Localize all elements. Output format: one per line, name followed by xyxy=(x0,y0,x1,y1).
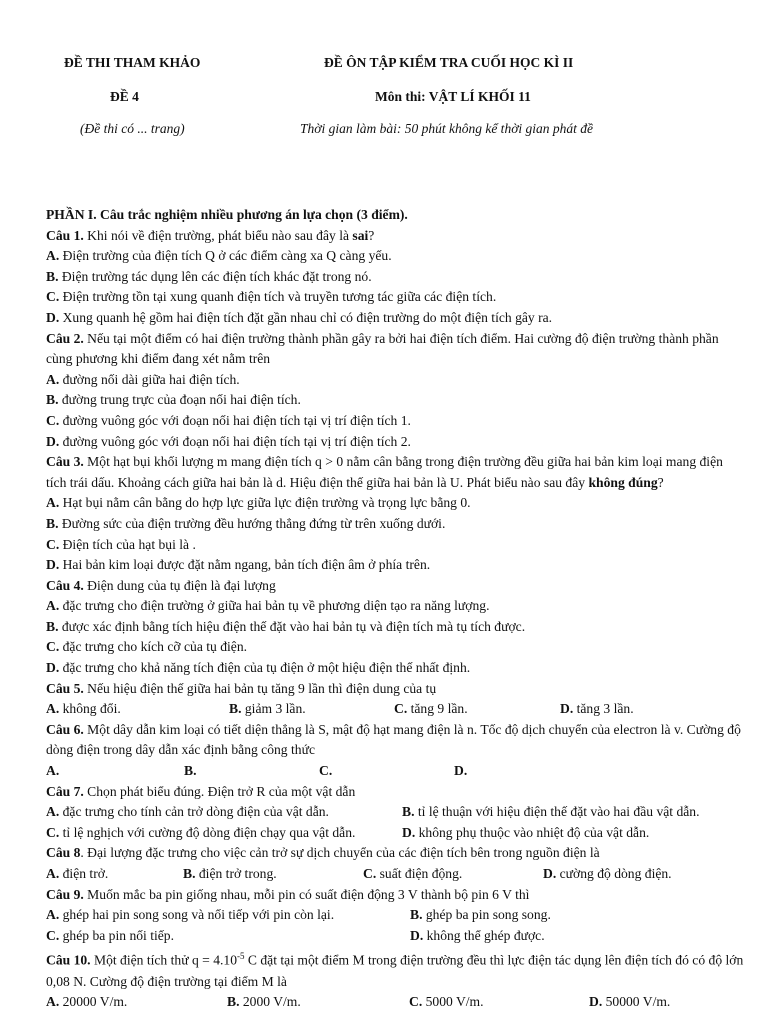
options-row xyxy=(46,699,746,720)
option-d xyxy=(402,823,649,844)
exam-title: ĐỀ ÔN TẬP KIỂM TRA CUỐI HỌC KÌ II xyxy=(324,55,574,70)
option-b xyxy=(410,905,551,926)
option-key: C. xyxy=(409,994,423,1010)
option-text: Điện trường của điện tích Q ở các điểm càng xa Q càng yếu. xyxy=(59,248,392,264)
option-text: đặc trưng cho kích cỡ của tụ điện. xyxy=(59,639,248,655)
option-text: đường nối dài giữa hai điện tích. xyxy=(59,371,240,387)
question-3 xyxy=(46,452,746,493)
question-stem: Một dây dẫn kim loại có tiết diện thẳng là S, mật độ hạt mang điện là n. Tốc độ dịch chuyển của electron là v. Cường độ dòng điện trong dây dẫn xác định bằng công thức xyxy=(46,721,741,758)
option-text: điện trở trong. xyxy=(195,866,277,881)
option-key: A. xyxy=(46,248,60,264)
question-6 xyxy=(46,720,746,761)
option-key: D. xyxy=(410,927,424,943)
question-stem: Nếu tại một điểm có hai điện trường thành phần gây ra bởi hai điện tích điểm. Hai cường độ điện trường thành phần cùng phương khi điểm đang xét nằm trên xyxy=(46,330,719,367)
option-key: A. xyxy=(46,371,60,387)
option-d xyxy=(454,761,467,782)
question-label: Câu 9. xyxy=(46,886,84,902)
option-text: không phụ thuộc vào nhiệt độ của vật dẫn. xyxy=(415,824,650,840)
option-a xyxy=(46,802,402,823)
option-text: ghép hai pin song song và nối tiếp với pin còn lại. xyxy=(59,907,335,923)
option-d xyxy=(560,699,634,720)
option-a xyxy=(46,761,184,782)
option-key: C. xyxy=(46,824,60,840)
options-row xyxy=(46,926,746,947)
options-row xyxy=(46,761,746,782)
option-key: C. xyxy=(363,866,377,881)
option-d xyxy=(46,308,746,329)
option-key: B. xyxy=(184,763,197,779)
option-text: đặc trưng cho điện trường ở giữa hai bản tụ về phương diện tạo ra năng lượng. xyxy=(59,598,490,614)
option-a xyxy=(46,493,746,514)
option-key: A. xyxy=(46,495,60,511)
option-text: đặc trưng cho khả năng tích điện của tụ điện ở một hiệu điện thế nhất định. xyxy=(59,660,471,676)
question-stem: Khi nói về điện trường, phát biểu nào sau đây là xyxy=(83,227,353,243)
question-5 xyxy=(46,679,746,700)
option-key: C. xyxy=(46,927,60,943)
question-stem: Chọn phát biểu đúng. Điện trở R của một vật dẫn xyxy=(83,783,356,799)
option-key: B. xyxy=(46,515,59,531)
option-c xyxy=(409,992,589,1013)
option-d xyxy=(46,658,746,679)
option-text: ghép ba pin nối tiếp. xyxy=(59,927,174,943)
option-key: A. xyxy=(46,804,60,820)
option-text: Điện tích của hạt bụi là . xyxy=(59,536,196,552)
option-key: D. xyxy=(454,763,468,779)
option-d xyxy=(46,432,746,453)
question-label: Câu 10. xyxy=(46,952,91,968)
option-a xyxy=(46,699,229,720)
question-stem: . Đại lượng đặc trưng cho việc cản trở sự dịch chuyển của các điện tích bên trong nguồn điện là xyxy=(80,845,600,861)
option-text: 5000 V/m. xyxy=(422,994,484,1010)
question-label: Câu 3. xyxy=(46,454,84,470)
option-text: suất điện động. xyxy=(376,866,463,881)
option-d xyxy=(410,926,545,947)
option-d xyxy=(46,555,746,576)
options-row xyxy=(46,864,746,885)
question-emphasis: không đúng xyxy=(588,474,658,490)
option-key: B. xyxy=(46,268,59,284)
option-a xyxy=(46,370,746,391)
question-8 xyxy=(46,843,746,864)
exponent: -5 xyxy=(237,951,245,962)
question-label: Câu 6. xyxy=(46,721,84,737)
option-b xyxy=(227,992,409,1013)
options-row xyxy=(46,905,746,926)
option-c xyxy=(46,411,746,432)
question-label: Câu 8 xyxy=(46,845,81,861)
question-label: Câu 4. xyxy=(46,577,84,593)
option-c xyxy=(363,864,543,885)
option-a xyxy=(46,905,410,926)
question-2 xyxy=(46,329,746,370)
option-b xyxy=(46,390,746,411)
option-key: A. xyxy=(46,598,60,614)
question-1 xyxy=(46,226,746,247)
option-key: A. xyxy=(46,994,60,1010)
option-b xyxy=(46,514,746,535)
option-key: B. xyxy=(402,804,415,820)
question-label: Câu 1. xyxy=(46,227,84,243)
option-key: C. xyxy=(319,763,333,779)
option-key: B. xyxy=(46,392,59,408)
question-stem-end: ? xyxy=(657,474,664,490)
option-text: 50000 V/m. xyxy=(602,994,671,1010)
option-b xyxy=(229,699,394,720)
question-stem: Nếu hiệu điện thế giữa hai bản tụ tăng 9 lần thì điện dung của tụ xyxy=(83,680,437,696)
option-a xyxy=(46,596,746,617)
option-key: C. xyxy=(46,289,60,305)
section-title: PHẦN I. Câu trắc nghiệm nhiều phương án lựa chọn (3 điểm). xyxy=(46,207,408,222)
option-text: 20000 V/m. xyxy=(59,994,128,1010)
time-allowed: Thời gian làm bài: 50 phút không kể thời gian phát đề xyxy=(300,121,594,136)
option-key: B. xyxy=(46,618,59,634)
option-key: D. xyxy=(402,824,416,840)
option-text: Xung quanh hệ gồm hai điện tích đặt gần nhau chỉ có điện trường do một điện tích gây ra. xyxy=(59,309,553,325)
option-key: B. xyxy=(227,994,240,1010)
option-text: không đổi. xyxy=(59,701,121,717)
question-stem: Muốn mắc ba pin giống nhau, mỗi pin có suất điện động 3 V thành bộ pin 6 V thì xyxy=(83,886,530,902)
option-text: tăng 3 lần. xyxy=(573,701,634,717)
question-4 xyxy=(46,576,746,597)
option-c xyxy=(46,287,746,308)
option-text: Điện trường tồn tại xung quanh điện tích và truyền tương tác giữa các điện tích. xyxy=(59,289,497,305)
question-label: Câu 2. xyxy=(46,330,84,346)
exam-code: ĐỀ 4 xyxy=(110,89,139,104)
option-key: D. xyxy=(46,433,60,449)
option-text: đặc trưng cho tính cản trở dòng điện của vật dẫn. xyxy=(59,804,329,820)
option-text: đường vuông góc với đoạn nối hai điện tích tại vị trí điện tích 2. xyxy=(59,433,411,449)
question-9 xyxy=(46,885,746,906)
option-text: Hạt bụi nằm cân bằng do hợp lực giữa lực điện trường và trọng lực bằng 0. xyxy=(59,495,471,511)
option-c xyxy=(46,637,746,658)
question-10 xyxy=(46,946,746,992)
option-b xyxy=(46,617,746,638)
page-count-note: (Đề thi có ... trang) xyxy=(80,121,185,136)
option-text: Hai bản kim loại được đặt nằm ngang, bản tích điện âm ở phía trên. xyxy=(59,557,431,573)
option-b xyxy=(184,761,319,782)
option-key: B. xyxy=(410,907,423,923)
question-stem: Một điện tích thử q = 4.10 xyxy=(90,952,238,968)
question-stem-continued: C đặt tại một điểm M trong điện trường đều thì lực điện tác dụng lên điện tích đó có độ lớn 0,08 N. Cường độ điện trường tại điểm M là xyxy=(46,952,744,989)
option-key: C. xyxy=(46,536,60,552)
option-d xyxy=(543,864,672,885)
option-key: C. xyxy=(394,701,408,717)
option-a xyxy=(46,246,746,267)
option-key: D. xyxy=(589,994,603,1010)
option-key: D. xyxy=(543,866,557,881)
option-key: C. xyxy=(46,412,60,428)
option-text: Điện trường tác dụng lên các điện tích khác đặt trong nó. xyxy=(58,268,372,284)
options-row xyxy=(46,823,746,844)
option-text: tỉ lệ nghịch với cường độ dòng điện chạy qua vật dẫn. xyxy=(59,824,356,840)
question-stem-end: ? xyxy=(368,227,375,243)
option-b xyxy=(402,802,700,823)
option-text: được xác định bằng tích hiệu điện thế đặt vào hai bản tụ và điện tích mà tụ tích được. xyxy=(58,618,526,634)
option-key: D. xyxy=(46,557,60,573)
question-label: Câu 5. xyxy=(46,680,84,696)
option-c xyxy=(46,535,746,556)
option-b xyxy=(46,267,746,288)
option-text: điện trở. xyxy=(59,866,109,881)
question-stem: Một hạt bụi khối lượng m mang điện tích q > 0 nằm cân bằng trong điện trường đều giữa hai bản kim loại mang điện tích trái dấu. Khoảng cách giữa hai bản là d. Hiệu điện thế giữa hai bản là U. Phát biểu nào sau đây xyxy=(46,454,723,490)
question-stem: Điện dung của tụ điện là đại lượng xyxy=(83,577,276,593)
option-c xyxy=(46,823,402,844)
option-text: giảm 3 lần. xyxy=(241,701,306,717)
option-key: D. xyxy=(46,660,60,676)
option-key: A. xyxy=(46,866,60,881)
question-label: Câu 7. xyxy=(46,783,84,799)
option-key: A. xyxy=(46,701,60,717)
option-key: A. xyxy=(46,907,60,923)
option-text: tăng 9 lần. xyxy=(407,701,468,717)
options-row xyxy=(46,802,746,823)
question-7 xyxy=(46,782,746,803)
option-text: ghép ba pin song song. xyxy=(422,907,551,923)
option-b xyxy=(183,864,363,885)
option-key: B. xyxy=(183,866,196,881)
option-text: cường độ dòng điện. xyxy=(556,866,672,881)
option-key: C. xyxy=(46,639,60,655)
option-c xyxy=(46,926,410,947)
option-key: D. xyxy=(560,701,574,717)
option-text: tỉ lệ thuận với hiệu điện thế đặt vào hai đầu vật dẫn. xyxy=(414,804,700,820)
options-row xyxy=(46,992,746,1013)
option-text: Đường sức của điện trường đều hướng thẳng đứng từ trên xuống dưới. xyxy=(58,515,446,531)
option-key: B. xyxy=(229,701,242,717)
option-a xyxy=(46,992,227,1013)
exam-body xyxy=(46,205,746,1013)
exam-label: ĐỀ THI THAM KHẢO xyxy=(64,55,201,70)
option-text: 2000 V/m. xyxy=(239,994,301,1010)
option-text: không thể ghép được. xyxy=(423,927,545,943)
option-c xyxy=(394,699,560,720)
subject-line: Môn thi: VẬT LÍ KHỐI 11 xyxy=(375,89,531,104)
option-text: đường vuông góc với đoạn nối hai điện tích tại vị trí điện tích 1. xyxy=(59,412,411,428)
option-a xyxy=(46,864,183,885)
option-c xyxy=(319,761,454,782)
option-d xyxy=(589,992,670,1013)
question-emphasis: sai xyxy=(352,227,369,243)
option-key: A. xyxy=(46,763,60,779)
option-key: D. xyxy=(46,309,60,325)
option-text: đường trung trực của đoạn nối hai điện tích. xyxy=(58,392,301,408)
